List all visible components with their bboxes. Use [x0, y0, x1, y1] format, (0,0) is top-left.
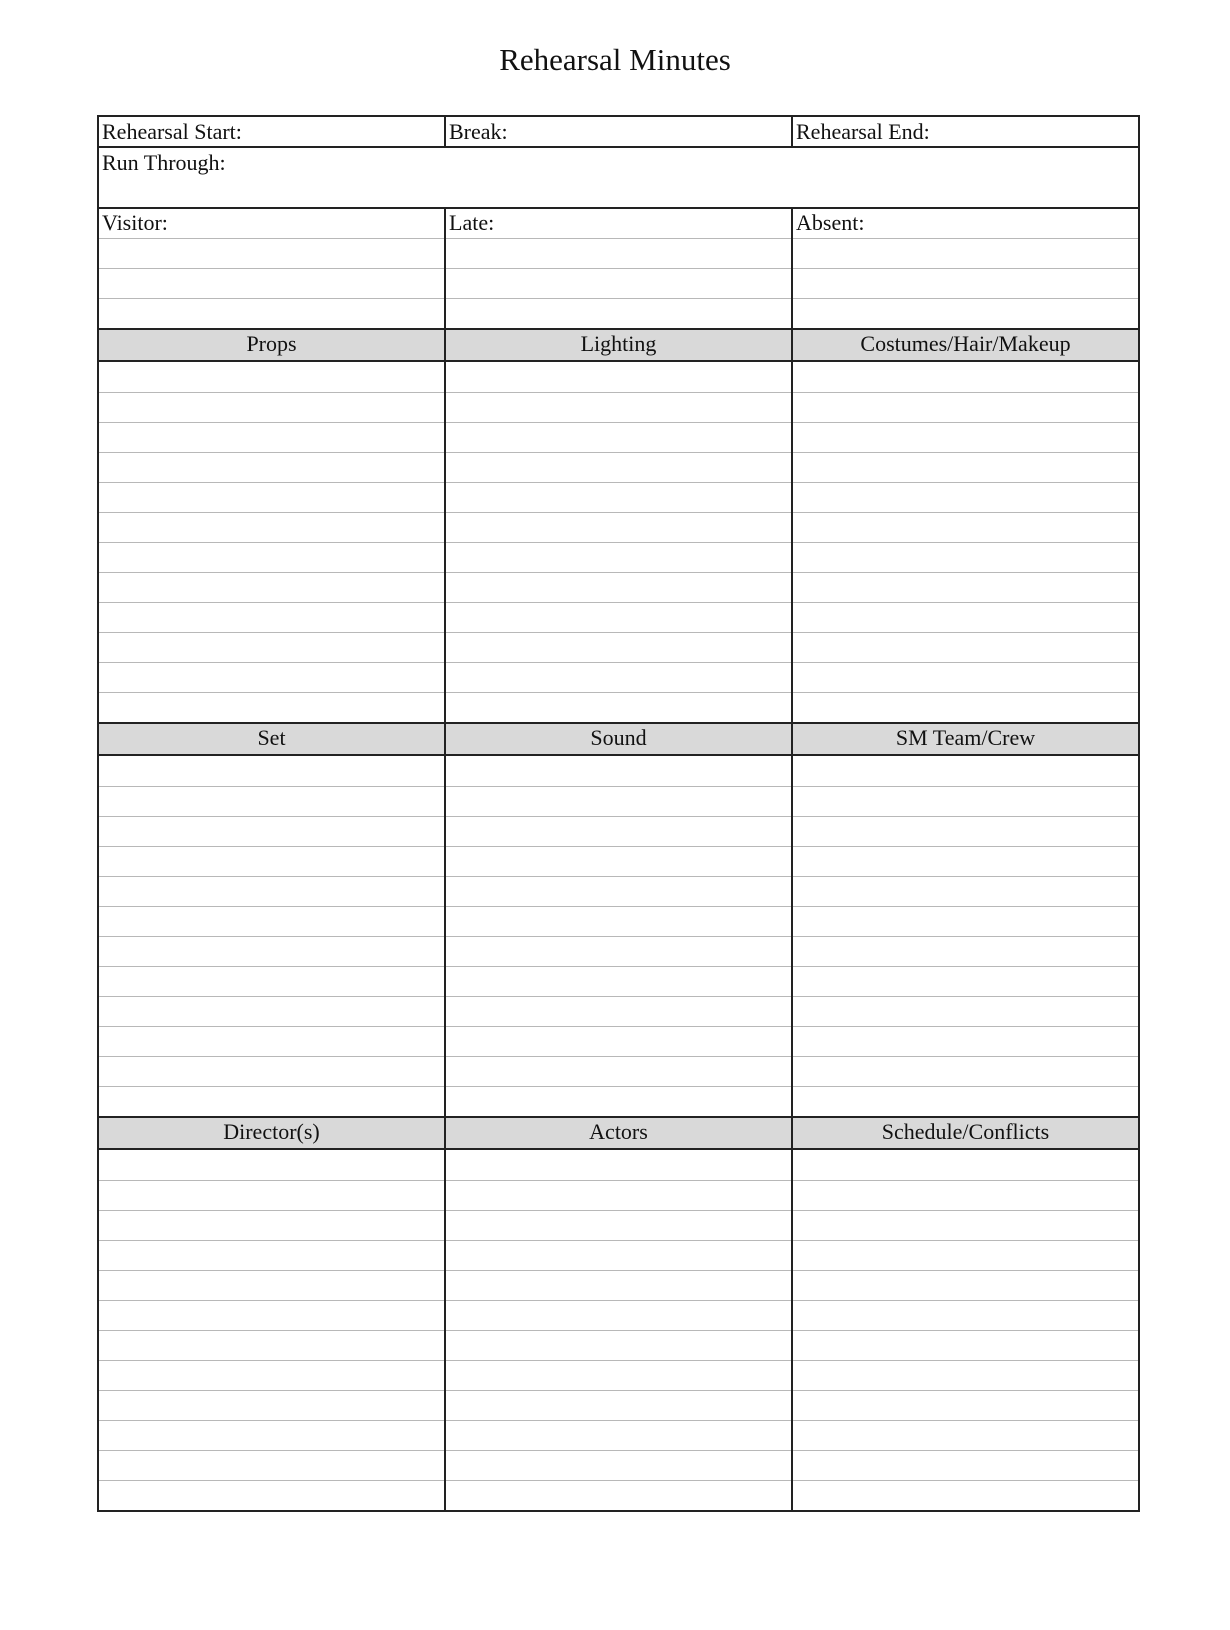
sound-notes[interactable]: [444, 756, 791, 1116]
ruled-line: [99, 1390, 444, 1420]
ruled-line: [446, 1390, 791, 1420]
ruled-line: [446, 1450, 791, 1480]
ruled-line: [446, 1420, 791, 1450]
ruled-line: [793, 1420, 1138, 1450]
ruled-line: [446, 542, 791, 572]
ruled-line: [793, 1026, 1138, 1056]
ruled-line: [99, 692, 444, 722]
lighting-header: Lighting: [444, 328, 791, 362]
ruled-line: [446, 392, 791, 422]
ruled-line: [446, 268, 791, 298]
ruled-line: [793, 876, 1138, 906]
ruled-line: [793, 1180, 1138, 1210]
absent-column[interactable]: [791, 207, 1138, 328]
run-through-field[interactable]: Run Through:: [99, 146, 1138, 207]
section-body-row: [99, 362, 1138, 722]
ruled-line: [793, 1390, 1138, 1420]
ruled-line: [99, 1330, 444, 1360]
break-field[interactable]: Break:: [444, 115, 791, 146]
schedule-conflicts-notes[interactable]: [791, 1150, 1138, 1510]
ruled-line: [793, 906, 1138, 936]
props-header: Props: [99, 328, 444, 362]
late-column[interactable]: [444, 207, 791, 328]
times-row: [99, 115, 1138, 146]
ruled-line: [446, 876, 791, 906]
ruled-line: [99, 1300, 444, 1330]
actors-notes[interactable]: [444, 1150, 791, 1510]
ruled-line: [446, 1300, 791, 1330]
ruled-line: [793, 1240, 1138, 1270]
sm-team-crew-notes[interactable]: [791, 756, 1138, 1116]
directors-notes[interactable]: [99, 1150, 444, 1510]
ruled-line: [99, 846, 444, 876]
ruled-line: [99, 572, 444, 602]
ruled-line: [793, 662, 1138, 692]
ruled-line: [99, 1360, 444, 1390]
lighting-notes[interactable]: [444, 362, 791, 722]
ruled-line: [446, 1150, 791, 1180]
actors-header: Actors: [444, 1116, 791, 1150]
ruled-line: [793, 268, 1138, 298]
department-sections: [99, 328, 1138, 1510]
ruled-line: [99, 1180, 444, 1210]
sm-team-crew-header: SM Team/Crew: [791, 722, 1138, 756]
ruled-line: [446, 482, 791, 512]
ruled-line: [99, 966, 444, 996]
ruled-line: [446, 966, 791, 996]
section-header-row: [99, 328, 1138, 362]
ruled-line: [99, 268, 444, 298]
ruled-line: [99, 936, 444, 966]
section-header-row: [99, 1116, 1138, 1150]
ruled-line: [793, 482, 1138, 512]
attendance-row: [99, 207, 1138, 328]
ruled-line: [99, 422, 444, 452]
ruled-line: [793, 996, 1138, 1026]
costumes-hair-makeup-notes[interactable]: [791, 362, 1138, 722]
ruled-line: [793, 1210, 1138, 1240]
ruled-line: [446, 298, 791, 328]
ruled-line: [446, 846, 791, 876]
ruled-line: [793, 298, 1138, 328]
ruled-line: [793, 756, 1138, 786]
ruled-line: [446, 692, 791, 722]
minutes-form: [97, 115, 1140, 1512]
section-body-row: [99, 1150, 1138, 1510]
ruled-line: [99, 1210, 444, 1240]
ruled-line: [99, 1056, 444, 1086]
ruled-line: [793, 1150, 1138, 1180]
ruled-line: [446, 1086, 791, 1116]
visitor-label: Visitor:: [102, 210, 168, 235]
ruled-line: [793, 362, 1138, 392]
ruled-line: [99, 542, 444, 572]
ruled-line: [793, 632, 1138, 662]
ruled-line: [793, 1300, 1138, 1330]
ruled-line: [793, 1270, 1138, 1300]
ruled-line: [446, 1026, 791, 1056]
page-title: Rehearsal Minutes: [499, 42, 731, 77]
ruled-line: [99, 632, 444, 662]
ruled-line: [793, 1450, 1138, 1480]
ruled-line: [793, 966, 1138, 996]
ruled-line: [446, 786, 791, 816]
ruled-line: [446, 1270, 791, 1300]
ruled-line: [99, 1150, 444, 1180]
late-label: Late:: [449, 210, 495, 235]
ruled-line: [446, 1180, 791, 1210]
ruled-line: [793, 1086, 1138, 1116]
ruled-line: [446, 422, 791, 452]
ruled-line: [446, 602, 791, 632]
ruled-line: [99, 996, 444, 1026]
ruled-line: [446, 662, 791, 692]
ruled-line: [446, 1330, 791, 1360]
ruled-line: [446, 238, 791, 268]
ruled-line: [99, 906, 444, 936]
ruled-line: [99, 1480, 444, 1510]
rehearsal-start-field[interactable]: Rehearsal Start:: [99, 115, 444, 146]
ruled-line: [99, 512, 444, 542]
ruled-line: [793, 1056, 1138, 1086]
ruled-line: [99, 392, 444, 422]
visitor-column[interactable]: [99, 207, 444, 328]
ruled-line: [99, 1420, 444, 1450]
ruled-line: [446, 632, 791, 662]
ruled-line: [99, 1026, 444, 1056]
ruled-line: [99, 662, 444, 692]
ruled-line: [793, 572, 1138, 602]
ruled-line: [446, 816, 791, 846]
section-header-row: [99, 722, 1138, 756]
set-notes[interactable]: [99, 756, 444, 1116]
ruled-line: [793, 238, 1138, 268]
ruled-line: [99, 452, 444, 482]
ruled-line: [793, 692, 1138, 722]
ruled-line: [793, 392, 1138, 422]
props-notes[interactable]: [99, 362, 444, 722]
ruled-line: [99, 876, 444, 906]
ruled-line: [446, 756, 791, 786]
ruled-line: [99, 1086, 444, 1116]
ruled-line: [446, 1240, 791, 1270]
ruled-line: [99, 238, 444, 268]
ruled-line: [793, 602, 1138, 632]
ruled-line: [793, 936, 1138, 966]
costumes-hair-makeup-header: Costumes/Hair/Makeup: [791, 328, 1138, 362]
ruled-line: [99, 756, 444, 786]
ruled-line: [99, 1270, 444, 1300]
section-body-row: [99, 756, 1138, 1116]
ruled-line: [446, 1210, 791, 1240]
ruled-line: [99, 602, 444, 632]
ruled-line: [99, 1240, 444, 1270]
ruled-line: [99, 1450, 444, 1480]
set-header: Set: [99, 722, 444, 756]
ruled-line: [793, 846, 1138, 876]
ruled-line: [793, 512, 1138, 542]
ruled-line: [99, 482, 444, 512]
ruled-line: [99, 362, 444, 392]
ruled-line: [793, 816, 1138, 846]
ruled-line: [446, 1056, 791, 1086]
ruled-line: [793, 1330, 1138, 1360]
rehearsal-end-field[interactable]: Rehearsal End:: [791, 115, 1138, 146]
ruled-line: [793, 452, 1138, 482]
ruled-line: [99, 816, 444, 846]
ruled-line: [793, 422, 1138, 452]
ruled-line: [446, 362, 791, 392]
ruled-line: [446, 906, 791, 936]
ruled-line: [446, 1480, 791, 1510]
ruled-line: [446, 572, 791, 602]
directors-header: Director(s): [99, 1116, 444, 1150]
ruled-line: [793, 1480, 1138, 1510]
ruled-line: [99, 786, 444, 816]
ruled-line: [446, 512, 791, 542]
ruled-line: [793, 786, 1138, 816]
ruled-line: [446, 452, 791, 482]
absent-label: Absent:: [796, 210, 865, 235]
schedule-conflicts-header: Schedule/Conflicts: [791, 1116, 1138, 1150]
ruled-line: [446, 996, 791, 1026]
ruled-line: [446, 936, 791, 966]
ruled-line: [793, 1360, 1138, 1390]
ruled-line: [99, 298, 444, 328]
ruled-line: [446, 1360, 791, 1390]
sound-header: Sound: [444, 722, 791, 756]
ruled-line: [793, 542, 1138, 572]
